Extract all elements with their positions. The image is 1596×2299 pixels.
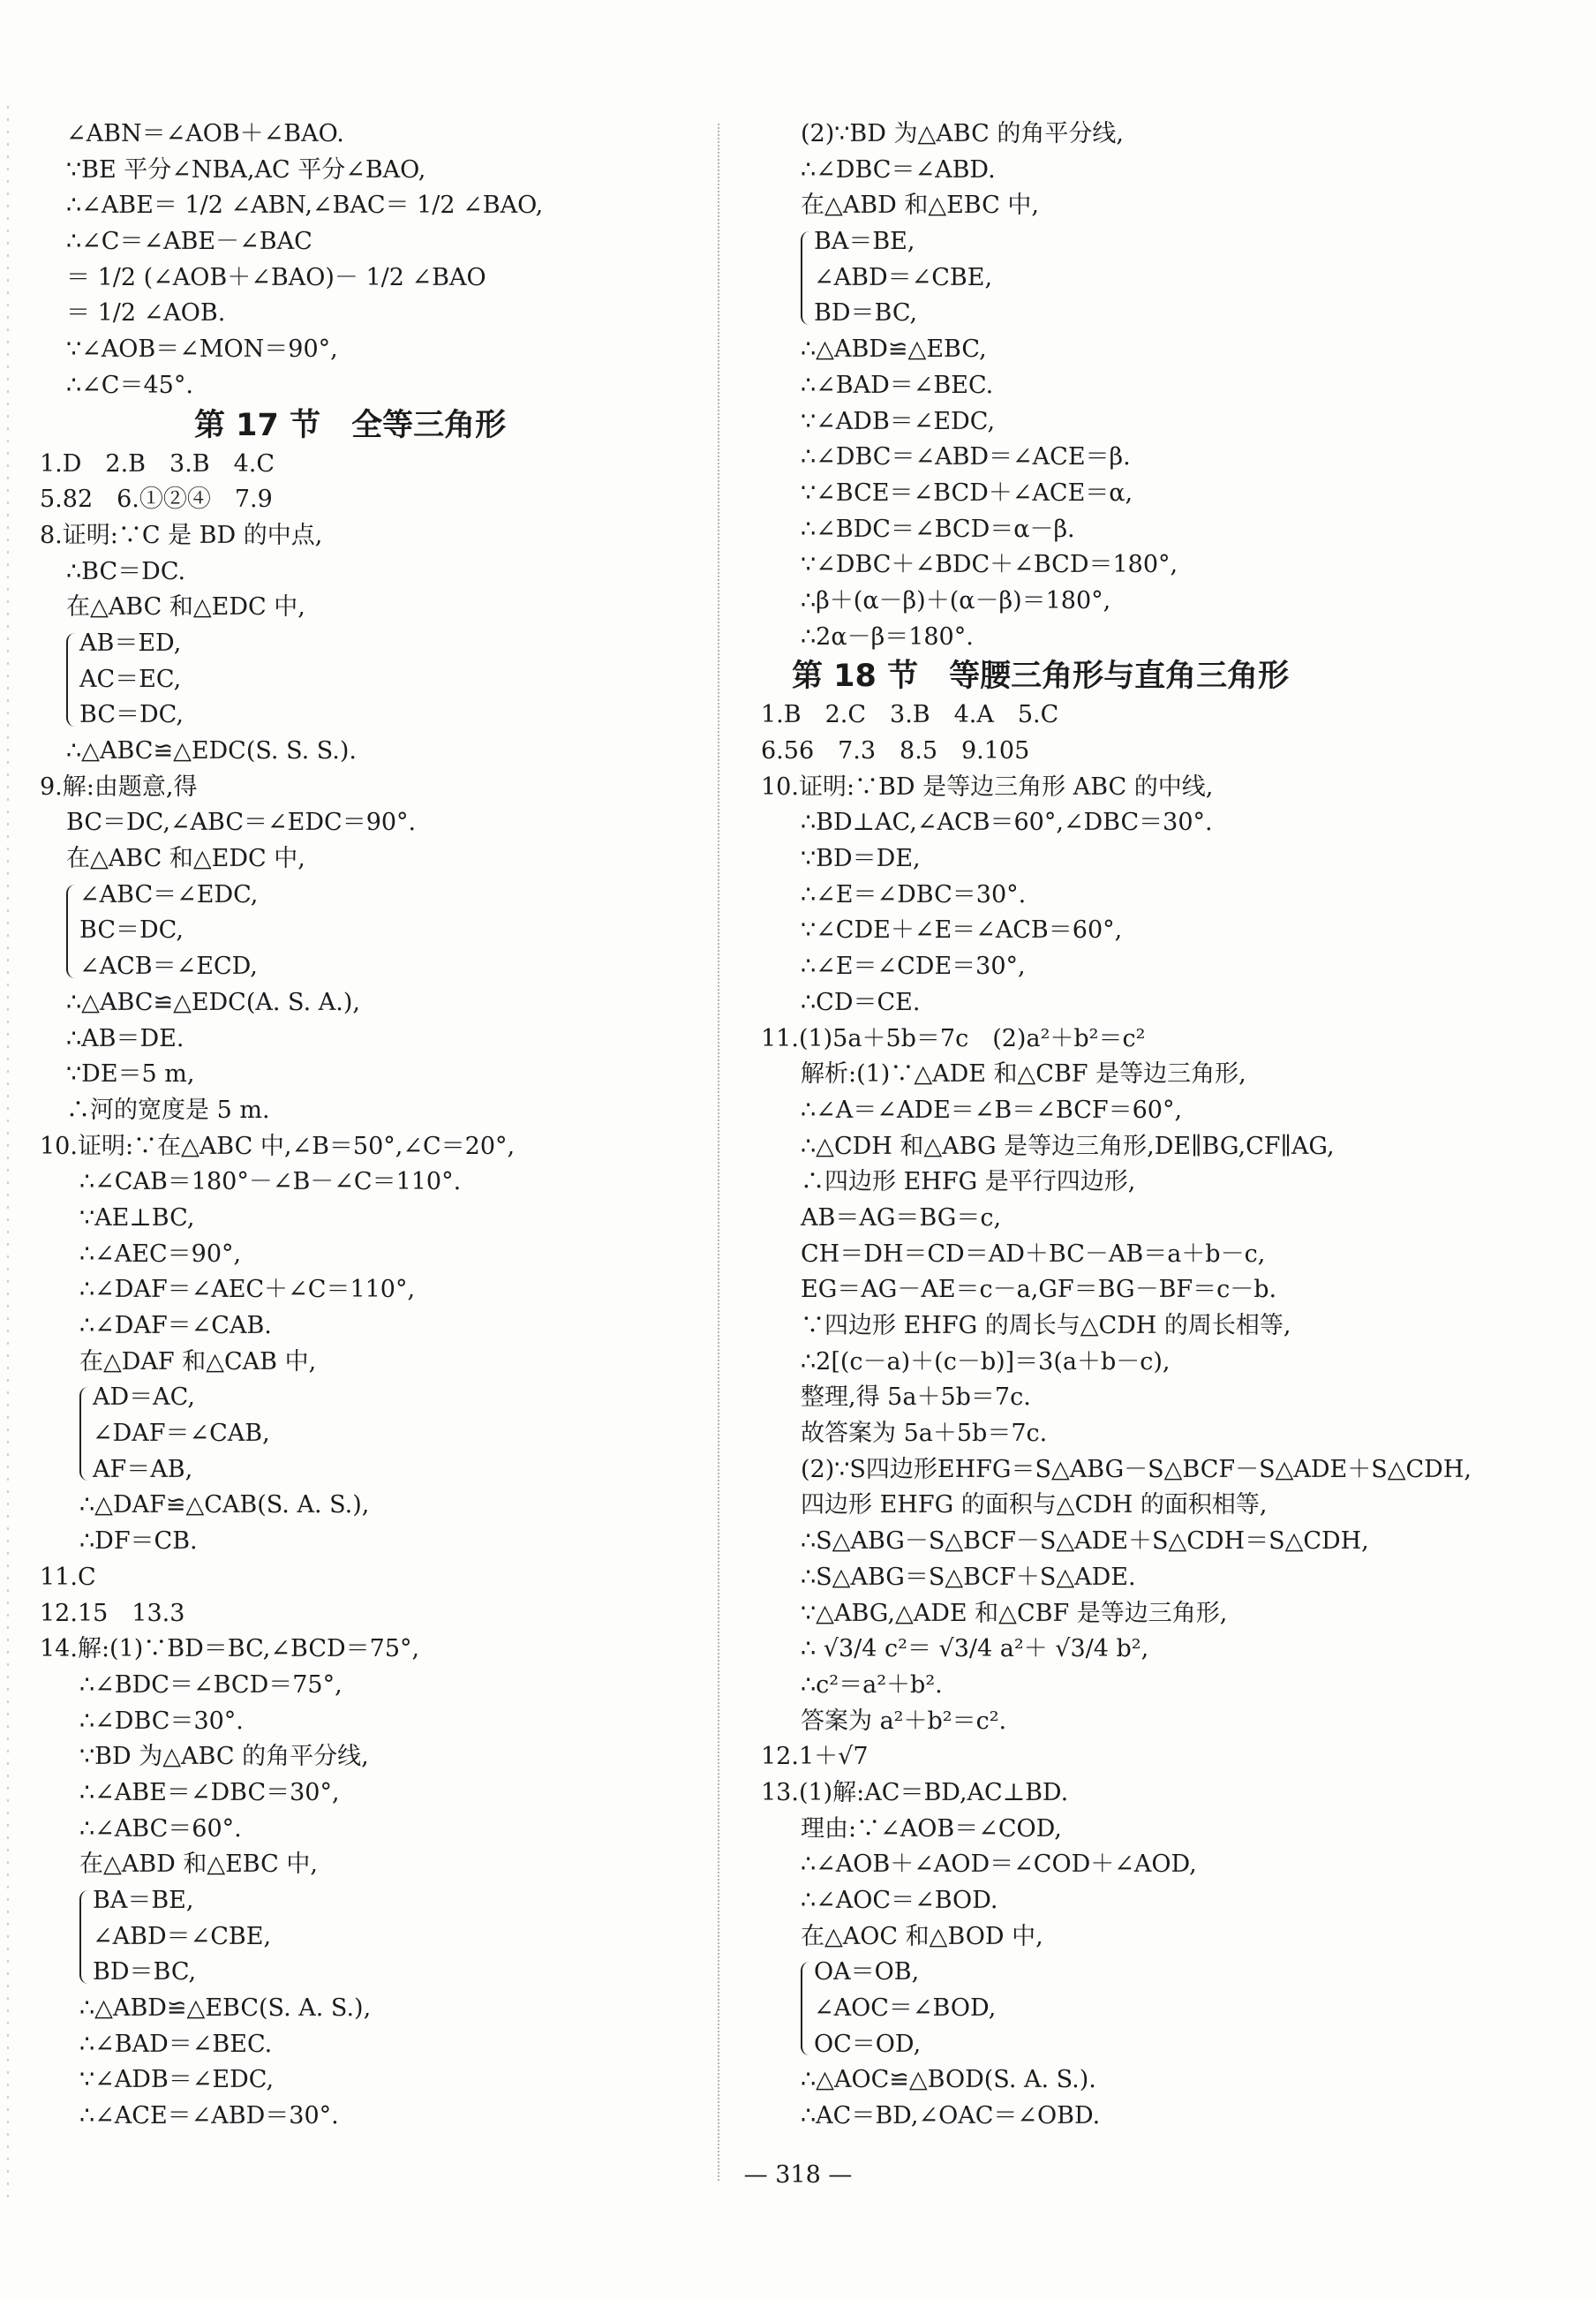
condition-brace — [801, 1955, 1555, 2062]
text-line: ∴BD⊥AC,∠ACB＝60°,∠DBC＝30°. — [801, 809, 1213, 837]
brace-line: BA＝BE, — [93, 1887, 194, 1914]
text-line: ∵∠ADB＝∠EDC, — [79, 2066, 275, 2094]
text-line: ∴β＋(α－β)＋(α－β)＝180°, — [801, 586, 1111, 614]
text-line: ∴四边形 EHFG 是平行四边形, — [801, 1168, 1136, 1196]
text-line: ∴∠DBC＝∠ABD. — [801, 155, 996, 184]
text-line: ∵△ABG,△ADE 和△CBF 是等边三角形, — [801, 1599, 1228, 1627]
text-line: ∴∠A＝∠ADE＝∠B＝∠BCF＝60°, — [801, 1096, 1183, 1124]
condition-brace — [66, 878, 711, 985]
question-14-start: 14.解:(1)∵BD＝BC,∠BCD＝75°, — [40, 1635, 420, 1663]
text-line: ∵∠AOB＝∠MON＝90°, — [66, 335, 338, 364]
brace-line: OC＝OD, — [814, 2030, 922, 2058]
section-title-18: 第 18 节 等腰三角形与直角三角形 — [792, 659, 1290, 695]
text-line: (2)∵BD 为△ABC 的角平分线, — [801, 120, 1124, 147]
brace-line: ∠DAF＝∠CAB, — [93, 1420, 270, 1448]
text-line: ∴∠BDC＝∠BCD＝α－β. — [801, 515, 1075, 543]
text-line: ∴AC＝BD,∠OAC＝∠OBD. — [801, 2102, 1101, 2130]
text-line: ∴∠ACE＝∠ABD＝30°. — [79, 2102, 339, 2130]
text-line: ∴BC＝DC. — [66, 557, 186, 585]
condition-brace — [79, 1380, 711, 1488]
text-line: ∵∠BCE＝∠BCD＋∠ACE＝α, — [801, 479, 1133, 507]
text-line: ∵∠CDE＋∠E＝∠ACB＝60°, — [801, 916, 1123, 945]
brace-line: BC＝DC, — [79, 916, 184, 945]
text-line: ∴∠BAD＝∠BEC. — [79, 2030, 273, 2058]
binding-edge — [7, 106, 9, 2207]
text-line: ∴S△ABG＝S△BCF＋S△ADE. — [801, 1563, 1136, 1591]
answer-row: 11.C — [40, 1563, 96, 1591]
text-line: 在△ABD 和△EBC 中, — [801, 192, 1039, 220]
text-line: ∴DF＝CB. — [79, 1527, 198, 1556]
text-line: ∠ABN＝∠AOB＋∠BAO. — [66, 120, 344, 147]
condition-brace — [66, 626, 711, 734]
text-line: 整理,得 5a＋5b＝7c. — [801, 1383, 1031, 1412]
text-line: ∴∠BAD＝∠BEC. — [801, 371, 994, 399]
text-line: ∴∠ABC＝60°. — [79, 1814, 242, 1843]
text-line: ∴△CDH 和△ABG 是等边三角形,DE∥BG,CF∥AG, — [801, 1132, 1335, 1160]
text-line: ∴△DAF≌△CAB(S. A. S.), — [79, 1491, 370, 1519]
text-line: ∴∠C＝∠ABE－∠BAC — [66, 228, 312, 256]
text-line: ∴∠C＝45°. — [66, 371, 193, 399]
text-line: ∵BD＝DE, — [801, 845, 921, 873]
answer-row: 6.56 7.3 8.5 9.105 — [761, 737, 1030, 765]
text-line: ∴△ABD≌△EBC, — [801, 335, 987, 364]
right-column — [761, 117, 1555, 2135]
text-line: ∴∠BDC＝∠BCD＝75°, — [79, 1670, 343, 1699]
answer-row: 1.D 2.B 3.B 4.C — [40, 449, 275, 478]
text-line: ＝ 1/2 (∠AOB＋∠BAO)－ 1/2 ∠BAO — [66, 263, 486, 291]
text-line: (2)∵S四边形EHFG＝S△ABG－S△BCF－S△ADE＋S△CDH, — [801, 1455, 1472, 1483]
text-line: 在△ABC 和△EDC 中, — [66, 593, 305, 622]
text-line: ∴∠DBC＝30°. — [79, 1707, 244, 1735]
text-line: 在△ABC 和△EDC 中, — [66, 845, 305, 873]
question-10-start: 10.证明:∵BD 是等边三角形 ABC 的中线, — [761, 773, 1214, 801]
question-11-start: 11.(1)5a＋5b＝7c (2)a²＋b²＝c² — [761, 1024, 1146, 1052]
proof-continuation — [40, 117, 711, 404]
brace-line: ∠ABD＝∠CBE, — [814, 263, 993, 291]
text-line: ∵DE＝5 m, — [66, 1060, 195, 1089]
text-line: ∴AB＝DE. — [66, 1024, 184, 1052]
text-line: BC＝DC,∠ABC＝∠EDC＝90°. — [66, 809, 417, 837]
column-divider — [718, 124, 719, 2181]
text-line: ∴2[(c－a)＋(c－b)]＝3(a＋b－c), — [801, 1347, 1171, 1376]
text-line: ∴∠AEC＝90°, — [79, 1240, 242, 1268]
brace-line: BC＝DC, — [79, 701, 184, 729]
text-line: ∴S△ABG－S△BCF－S△ADE＋S△CDH＝S△CDH, — [801, 1527, 1369, 1556]
text-line: ∴河的宽度是 5 m. — [66, 1096, 270, 1124]
text-line: 在△AOC 和△BOD 中, — [801, 1922, 1043, 1950]
text-line: 故答案为 5a＋5b＝7c. — [801, 1420, 1048, 1448]
text-line: ∴∠ABE＝∠DBC＝30°, — [79, 1778, 340, 1806]
left-column — [40, 117, 711, 2135]
text-line: ∵BD 为△ABC 的角平分线, — [79, 1743, 369, 1771]
page-number: — 318 — — [743, 2161, 853, 2189]
condition-brace — [79, 1883, 711, 1991]
brace-line: ∠ABC＝∠EDC, — [79, 880, 259, 908]
brace-line: AD＝AC, — [93, 1383, 195, 1412]
answer-row: 12.1＋√7 — [761, 1743, 869, 1771]
text-line: ∴ √3/4 c²＝ √3/4 a²＋ √3/4 b², — [801, 1635, 1149, 1663]
text-line: ∴c²＝a²＋b². — [801, 1670, 943, 1699]
question-13-start: 13.(1)解:AC＝BD,AC⊥BD. — [761, 1778, 1069, 1806]
brace-line: BD＝BC, — [814, 299, 918, 328]
text-line: ∴∠AOC＝∠BOD. — [801, 1887, 998, 1914]
answer-row: 1.B 2.C 3.B 4.A 5.C — [761, 701, 1059, 729]
brace-line: ∠ACB＝∠ECD, — [79, 953, 258, 981]
text-line: ∵∠ADB＝∠EDC, — [801, 407, 996, 435]
text-line: ∴∠DAF＝∠CAB. — [79, 1312, 272, 1339]
brace-line: AB＝ED, — [79, 629, 182, 657]
text-line: ＝ 1/2 ∠AOB. — [66, 299, 226, 328]
text-line: 在△ABD 和△EBC 中, — [79, 1851, 318, 1879]
text-line: ∴∠DBC＝∠ABD＝∠ACE＝β. — [801, 443, 1131, 471]
text-line: ∴∠AOB＋∠AOD＝∠COD＋∠AOD, — [801, 1851, 1197, 1879]
text-line: 四边形 EHFG 的面积与△CDH 的面积相等, — [801, 1491, 1268, 1519]
answer-row: 5.82 6.①②④ 7.9 — [40, 486, 273, 514]
text-line: 答案为 a²＋b²＝c². — [801, 1707, 1007, 1735]
text-line: ∴△ABC≌△EDC(S. S. S.). — [66, 737, 358, 765]
brace-line: AF＝AB, — [93, 1455, 193, 1483]
text-line: ∴∠DAF＝∠AEC＋∠C＝110°, — [79, 1276, 416, 1304]
brace-line: BA＝BE, — [814, 228, 915, 256]
brace-line: ∠ABD＝∠CBE, — [93, 1922, 272, 1950]
text-line: ∴∠ABE＝ 1/2 ∠ABN,∠BAC＝ 1/2 ∠BAO, — [66, 192, 544, 220]
text-line: ∴△ABC≌△EDC(A. S. A.), — [66, 988, 360, 1016]
text-line: EG＝AG－AE＝c－a,GF＝BG－BF＝c－b. — [801, 1276, 1277, 1304]
text-line: ∵AE⊥BC, — [79, 1203, 195, 1232]
question-8-start: 8.证明:∵C 是 BD 的中点, — [40, 521, 323, 549]
section-title-17: 第 17 节 全等三角形 — [194, 407, 507, 443]
text-line: ∴∠E＝∠DBC＝30°. — [801, 880, 1027, 908]
text-line: ∴CD＝CE. — [801, 988, 921, 1016]
text-line: ∴∠CAB＝180°－∠B－∠C＝110°. — [79, 1168, 462, 1196]
text-line: AB＝AG＝BG＝c, — [801, 1203, 1002, 1232]
text-line: ∴2α－β＝180°. — [801, 622, 974, 651]
brace-line: BD＝BC, — [93, 1958, 197, 1986]
text-line: 解析:(1)∵△ADE 和△CBF 是等边三角形, — [801, 1060, 1246, 1089]
brace-line: OA＝OB, — [814, 1958, 920, 1986]
text-line: 在△DAF 和△CAB 中, — [79, 1347, 317, 1376]
text-line: 理由:∵∠AOB＝∠COD, — [801, 1814, 1062, 1843]
text-line: ∴∠E＝∠CDE＝30°, — [801, 953, 1026, 981]
question-9-start: 9.解:由题意,得 — [40, 773, 198, 801]
question-10-start: 10.证明:∵在△ABC 中,∠B＝50°,∠C＝20°, — [40, 1132, 516, 1160]
answer-row: 12.15 13.3 — [40, 1599, 185, 1627]
text-line: CH＝DH＝CD＝AD＋BC－AB＝a＋b－c, — [801, 1240, 1266, 1268]
brace-line: ∠AOC＝∠BOD, — [814, 1994, 997, 2023]
text-line: ∴△AOC≌△BOD(S. A. S.). — [801, 2066, 1096, 2094]
condition-brace — [801, 224, 1555, 332]
text-line: ∴△ABD≌△EBC(S. A. S.), — [79, 1994, 372, 2023]
brace-line: AC＝EC, — [79, 665, 182, 693]
text-line: ∵BE 平分∠NBA,AC 平分∠BAO, — [66, 155, 426, 184]
text-line: ∵四边形 EHFG 的周长与△CDH 的周长相等, — [801, 1312, 1291, 1339]
text-line: ∵∠DBC＋∠BDC＋∠BCD＝180°, — [801, 551, 1178, 579]
